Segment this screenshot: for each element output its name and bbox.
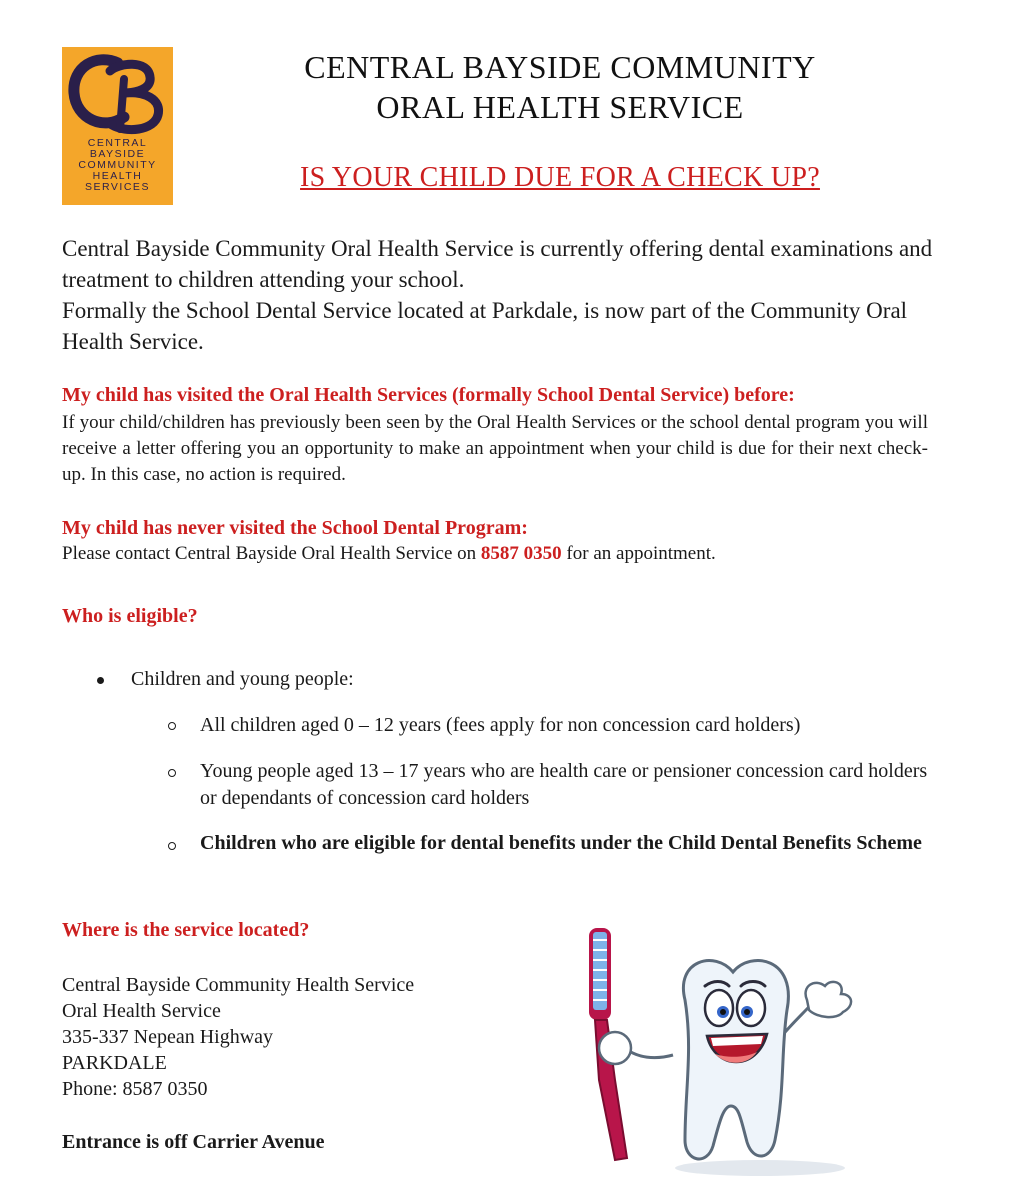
section-visited-body: If your child/children has previously been seen by the Oral Health Services or the school dental program you will receive a letter offering you an opportunity to make an appointment when your child is due for their next check-up. In this case, no action is required. [62, 412, 928, 485]
section-location-heading: Where is the service located? [62, 919, 310, 941]
bullet-item: Children and young people: [131, 668, 354, 690]
tooth-mascot-icon [575, 920, 885, 1180]
sub-item-1: All children aged 0 – 12 years (fees apply for non concession card holders) [200, 714, 801, 736]
address-line: Central Bayside Community Health Service [62, 974, 415, 996]
logo-text: CENTRAL BAYSIDE COMMUNITY HEALTH SERVICES [78, 137, 157, 193]
contact-phone: 8587 0350 [480, 543, 562, 564]
page-title-line-2: ORAL HEALTH SERVICE [376, 89, 744, 125]
headline: IS YOUR CHILD DUE FOR A CHECK UP? [300, 162, 820, 193]
circle-bullet-icon [168, 722, 176, 730]
cb-logo-icon [66, 49, 170, 137]
section-never-heading: My child has never visited the School Dental Program: [62, 517, 528, 539]
address-line: 335-337 Nepean Highway [62, 1026, 274, 1048]
sub-item-2: Young people aged 13 – 17 years who are health care or pensioner concession card holders or dependants of concession card holders [200, 760, 928, 809]
intro-paragraph-2: Formally the School Dental Service located at Parkdale, is now part of the Community Oral Health Service. [62, 298, 908, 354]
section-never-body: Please contact Central Bayside Oral Health Service on 8587 0350 for an appointment. [62, 543, 716, 564]
section-visited-heading: My child has visited the Oral Health Services (formally School Dental Service) before: [62, 384, 795, 406]
circle-bullet-icon [168, 842, 176, 850]
section-eligible-heading: Who is eligible? [62, 605, 198, 627]
bullet-dot-icon [97, 677, 104, 684]
address-line: PARKDALE [62, 1052, 167, 1074]
address-block [62, 972, 414, 1102]
sub-item-3: Children who are eligible for dental benefits under the Child Dental Benefits Scheme [200, 832, 922, 854]
address-line: Oral Health Service [62, 1000, 221, 1022]
cb-logo [62, 47, 173, 205]
page-title-line-1: CENTRAL BAYSIDE COMMUNITY [304, 49, 816, 85]
address-phone: Phone: 8587 0350 [62, 1078, 208, 1100]
intro-paragraph-1: Central Bayside Community Oral Health Service is currently offering dental examinations and treatment to children attending your school. [62, 236, 933, 292]
intro [62, 233, 942, 357]
entrance-note: Entrance is off Carrier Avenue [62, 1131, 325, 1153]
circle-bullet-icon [168, 769, 176, 777]
